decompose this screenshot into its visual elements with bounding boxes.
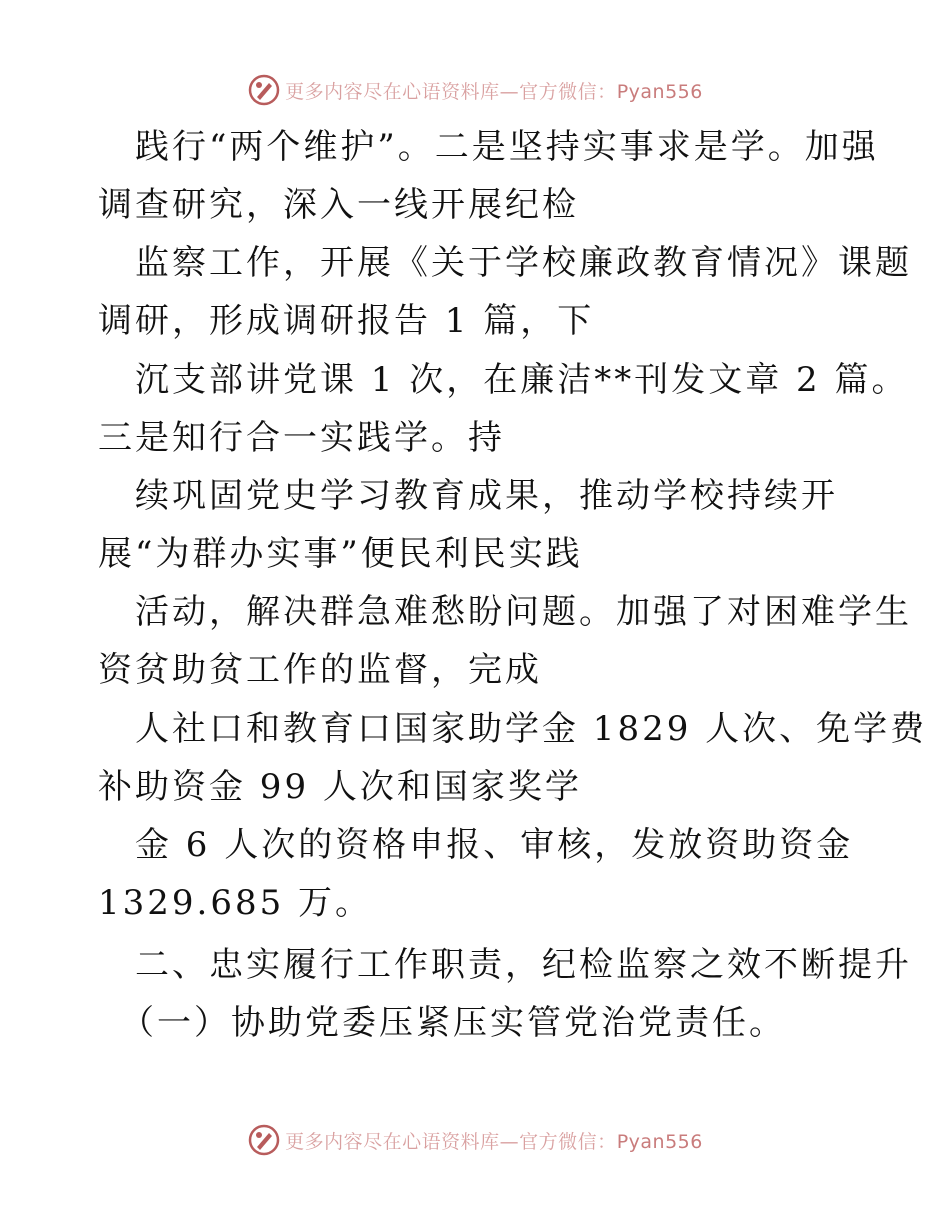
p4-line1: 续巩固党史学习教育成果，推动学校持续开	[135, 476, 838, 516]
p2-line1: 监察工作，开展《关于学校廉政教育情况》课题	[135, 243, 912, 283]
watermark-id: Pyan556	[616, 80, 703, 103]
p6-line1: 人社口和教育口国家助学金 1829 人次、免学费	[135, 709, 928, 749]
watermark-text	[285, 77, 703, 104]
section-heading: 二、忠实履行工作职责，纪检监察之效不断提升	[135, 945, 912, 985]
p4-line2: 展“为群办实事”便民利民实践	[98, 534, 583, 574]
watermark-text	[285, 1127, 703, 1154]
p7-line2: 1329.685 万。	[98, 883, 373, 923]
header-watermark	[0, 70, 950, 110]
watermark-dash: —官方微信：	[499, 1130, 617, 1153]
pen-circle-logo-icon	[247, 73, 281, 107]
p3-line1: 沉支部讲党课 1 次，在廉洁**刊发文章 2 篇。	[135, 360, 909, 400]
pen-circle-logo-icon	[247, 1123, 281, 1157]
p1-line2: 调查研究，深入一线开展纪检	[98, 185, 579, 225]
p5-line2: 资贫助贫工作的监督，完成	[98, 650, 542, 690]
watermark-dash: —官方微信：	[499, 80, 617, 103]
watermark-id: Pyan556	[616, 1130, 703, 1153]
watermark-main: 更多内容尽在心语资料库	[285, 1130, 500, 1153]
footer-watermark	[0, 1120, 950, 1160]
watermark-main: 更多内容尽在心语资料库	[285, 80, 500, 103]
p5-line1: 活动，解决群急难愁盼问题。加强了对困难学生	[135, 592, 912, 632]
p2-line2: 调研，形成调研报告 1 篇，下	[98, 301, 595, 341]
section-subheading: （一）协助党委压紧压实管党治党责任。	[120, 1003, 786, 1043]
p6-line2: 补助资金 99 人次和国家奖学	[98, 767, 582, 807]
p7-line1: 金 6 人次的资格申报、审核，发放资助资金	[135, 825, 854, 865]
p1-line1: 践行“两个维护”。二是坚持实事求是学。加强	[135, 127, 879, 167]
p3-line2: 三是知行合一实践学。持	[98, 418, 505, 458]
